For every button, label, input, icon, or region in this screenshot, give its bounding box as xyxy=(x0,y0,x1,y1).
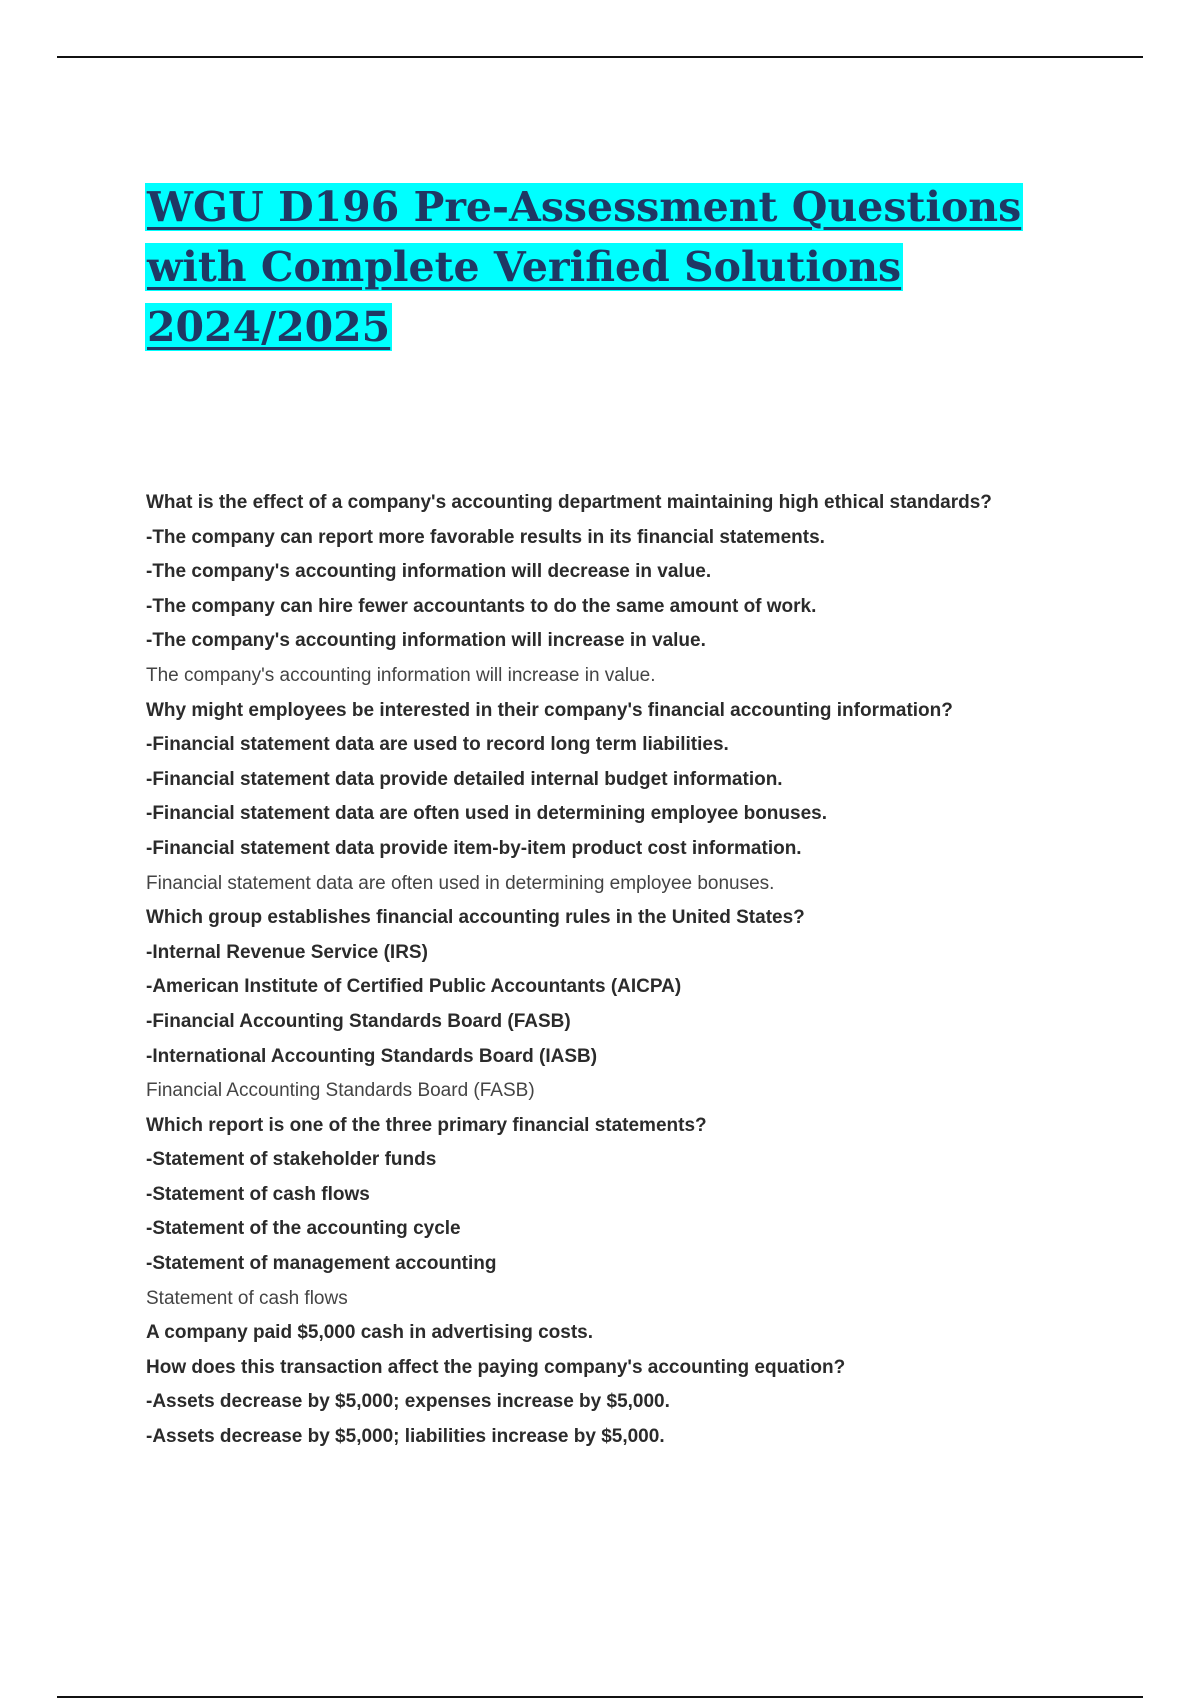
answer-text: The company's accounting information will increase in value. xyxy=(146,664,656,686)
option-text: -Internal Revenue Service (IRS) xyxy=(146,941,428,963)
option-text: -Assets decrease by $5,000; expenses increase by $5,000. xyxy=(146,1391,670,1413)
question-text: A company paid $5,000 cash in advertising costs. xyxy=(146,1322,594,1344)
option-text: -Financial statement data are used to record long term liabilities. xyxy=(146,734,729,756)
option-text: -Statement of cash flows xyxy=(146,1183,370,1205)
title-line: WGU D196 Pre-Assessment Questions xyxy=(147,183,1022,231)
answer-text: Financial statement data are often used in determining employee bonuses. xyxy=(146,872,775,894)
title-line: 2024/2025 xyxy=(147,303,391,351)
option-text: -Financial statement data are often used in determining employee bonuses. xyxy=(146,803,827,825)
title-line: with Complete Verified Solutions xyxy=(147,243,902,291)
option-text: -Financial Accounting Standards Board (FASB) xyxy=(146,1010,571,1032)
question-text: Why might employees be interested in their company's financial accounting information? xyxy=(146,699,953,721)
question-text: Which group establishes financial accounting rules in the United States? xyxy=(146,907,805,929)
option-text: -Financial statement data provide detailed internal budget information. xyxy=(146,768,783,790)
question-text: How does this transaction affect the paying company's accounting equation? xyxy=(146,1356,846,1378)
question-list xyxy=(146,486,1146,1455)
top-rule xyxy=(57,56,1143,58)
option-text: -International Accounting Standards Board (IASB) xyxy=(146,1045,598,1067)
question-text: What is the effect of a company's accounting department maintaining high ethical standards? xyxy=(146,492,992,513)
question-text: Which report is one of the three primary financial statements? xyxy=(146,1114,707,1136)
option-text: -The company can report more favorable results in its financial statements. xyxy=(146,526,825,548)
answer-text: Financial Accounting Standards Board (FASB) xyxy=(146,1080,535,1102)
option-text: -Financial statement data provide item-by-item product cost information. xyxy=(146,837,802,859)
option-text: -Assets decrease by $5,000; liabilities increase by $5,000. xyxy=(146,1426,665,1448)
option-text: -American Institute of Certified Public Accountants (AICPA) xyxy=(146,976,682,998)
option-text: -The company's accounting information will increase in value. xyxy=(146,630,706,652)
answer-text: Statement of cash flows xyxy=(146,1287,348,1309)
document-title xyxy=(145,178,1045,358)
option-text: -Statement of management accounting xyxy=(146,1253,497,1275)
option-text: -The company's accounting information will decrease in value. xyxy=(146,561,712,583)
bottom-rule xyxy=(57,1696,1143,1698)
option-text: -The company can hire fewer accountants to do the same amount of work. xyxy=(146,595,817,617)
option-text: -Statement of the accounting cycle xyxy=(146,1218,461,1240)
option-text: -Statement of stakeholder funds xyxy=(146,1149,437,1171)
